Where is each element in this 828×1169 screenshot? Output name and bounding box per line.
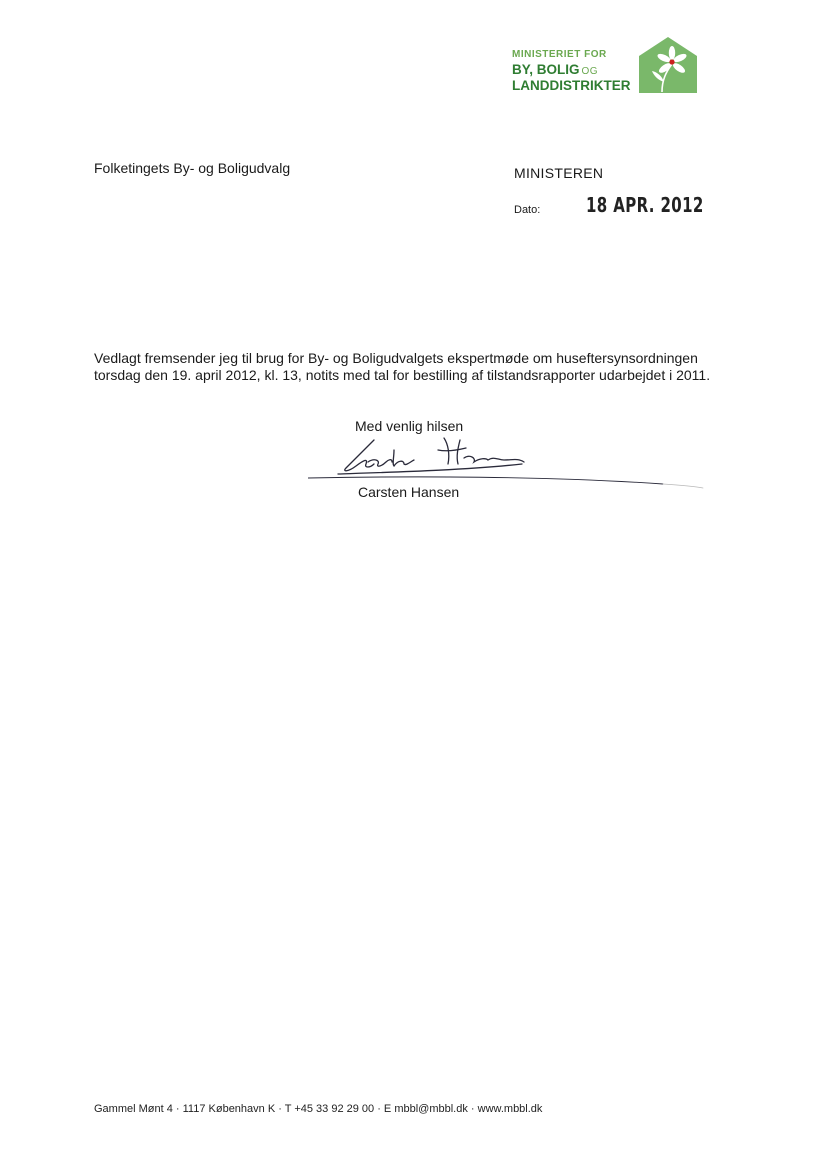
signer-name: Carsten Hansen bbox=[358, 484, 460, 500]
letter-body bbox=[94, 350, 724, 384]
date-stamp: 18 APR. 2012 bbox=[586, 193, 704, 217]
house-flower-icon bbox=[638, 36, 698, 94]
logo-text bbox=[512, 50, 631, 93]
logo-line-2-main: BY, BOLIG bbox=[512, 62, 580, 77]
ministry-logo bbox=[512, 36, 702, 98]
body-line-2: torsdag den 19. april 2012, kl. 13, notits med tal for bestilling af tilstandsrapporter udarbejdet i 2011. bbox=[94, 367, 711, 383]
recipient: Folketingets By- og Boligudvalg bbox=[94, 160, 291, 176]
body-line-1: Vedlagt fremsender jeg til brug for By- og Boligudvalgets ekspertmøde om huseftersynsordningen bbox=[94, 350, 698, 366]
logo-line-2 bbox=[512, 63, 631, 77]
logo-line-3: LANDDISTRIKTER bbox=[512, 78, 631, 93]
logo-og: OG bbox=[581, 66, 599, 77]
logo-line-1: MINISTERIET FOR bbox=[512, 49, 607, 60]
closing: Med venlig hilsen bbox=[355, 418, 464, 434]
footer-address: Gammel Mønt 4 · 1117 København K · T +45 33 92 29 00 · E mbbl@mbbl.dk · www.mbbl.dk bbox=[94, 1103, 543, 1115]
sender-title: MINISTEREN bbox=[514, 165, 604, 181]
date-label: Dato: bbox=[514, 204, 541, 216]
